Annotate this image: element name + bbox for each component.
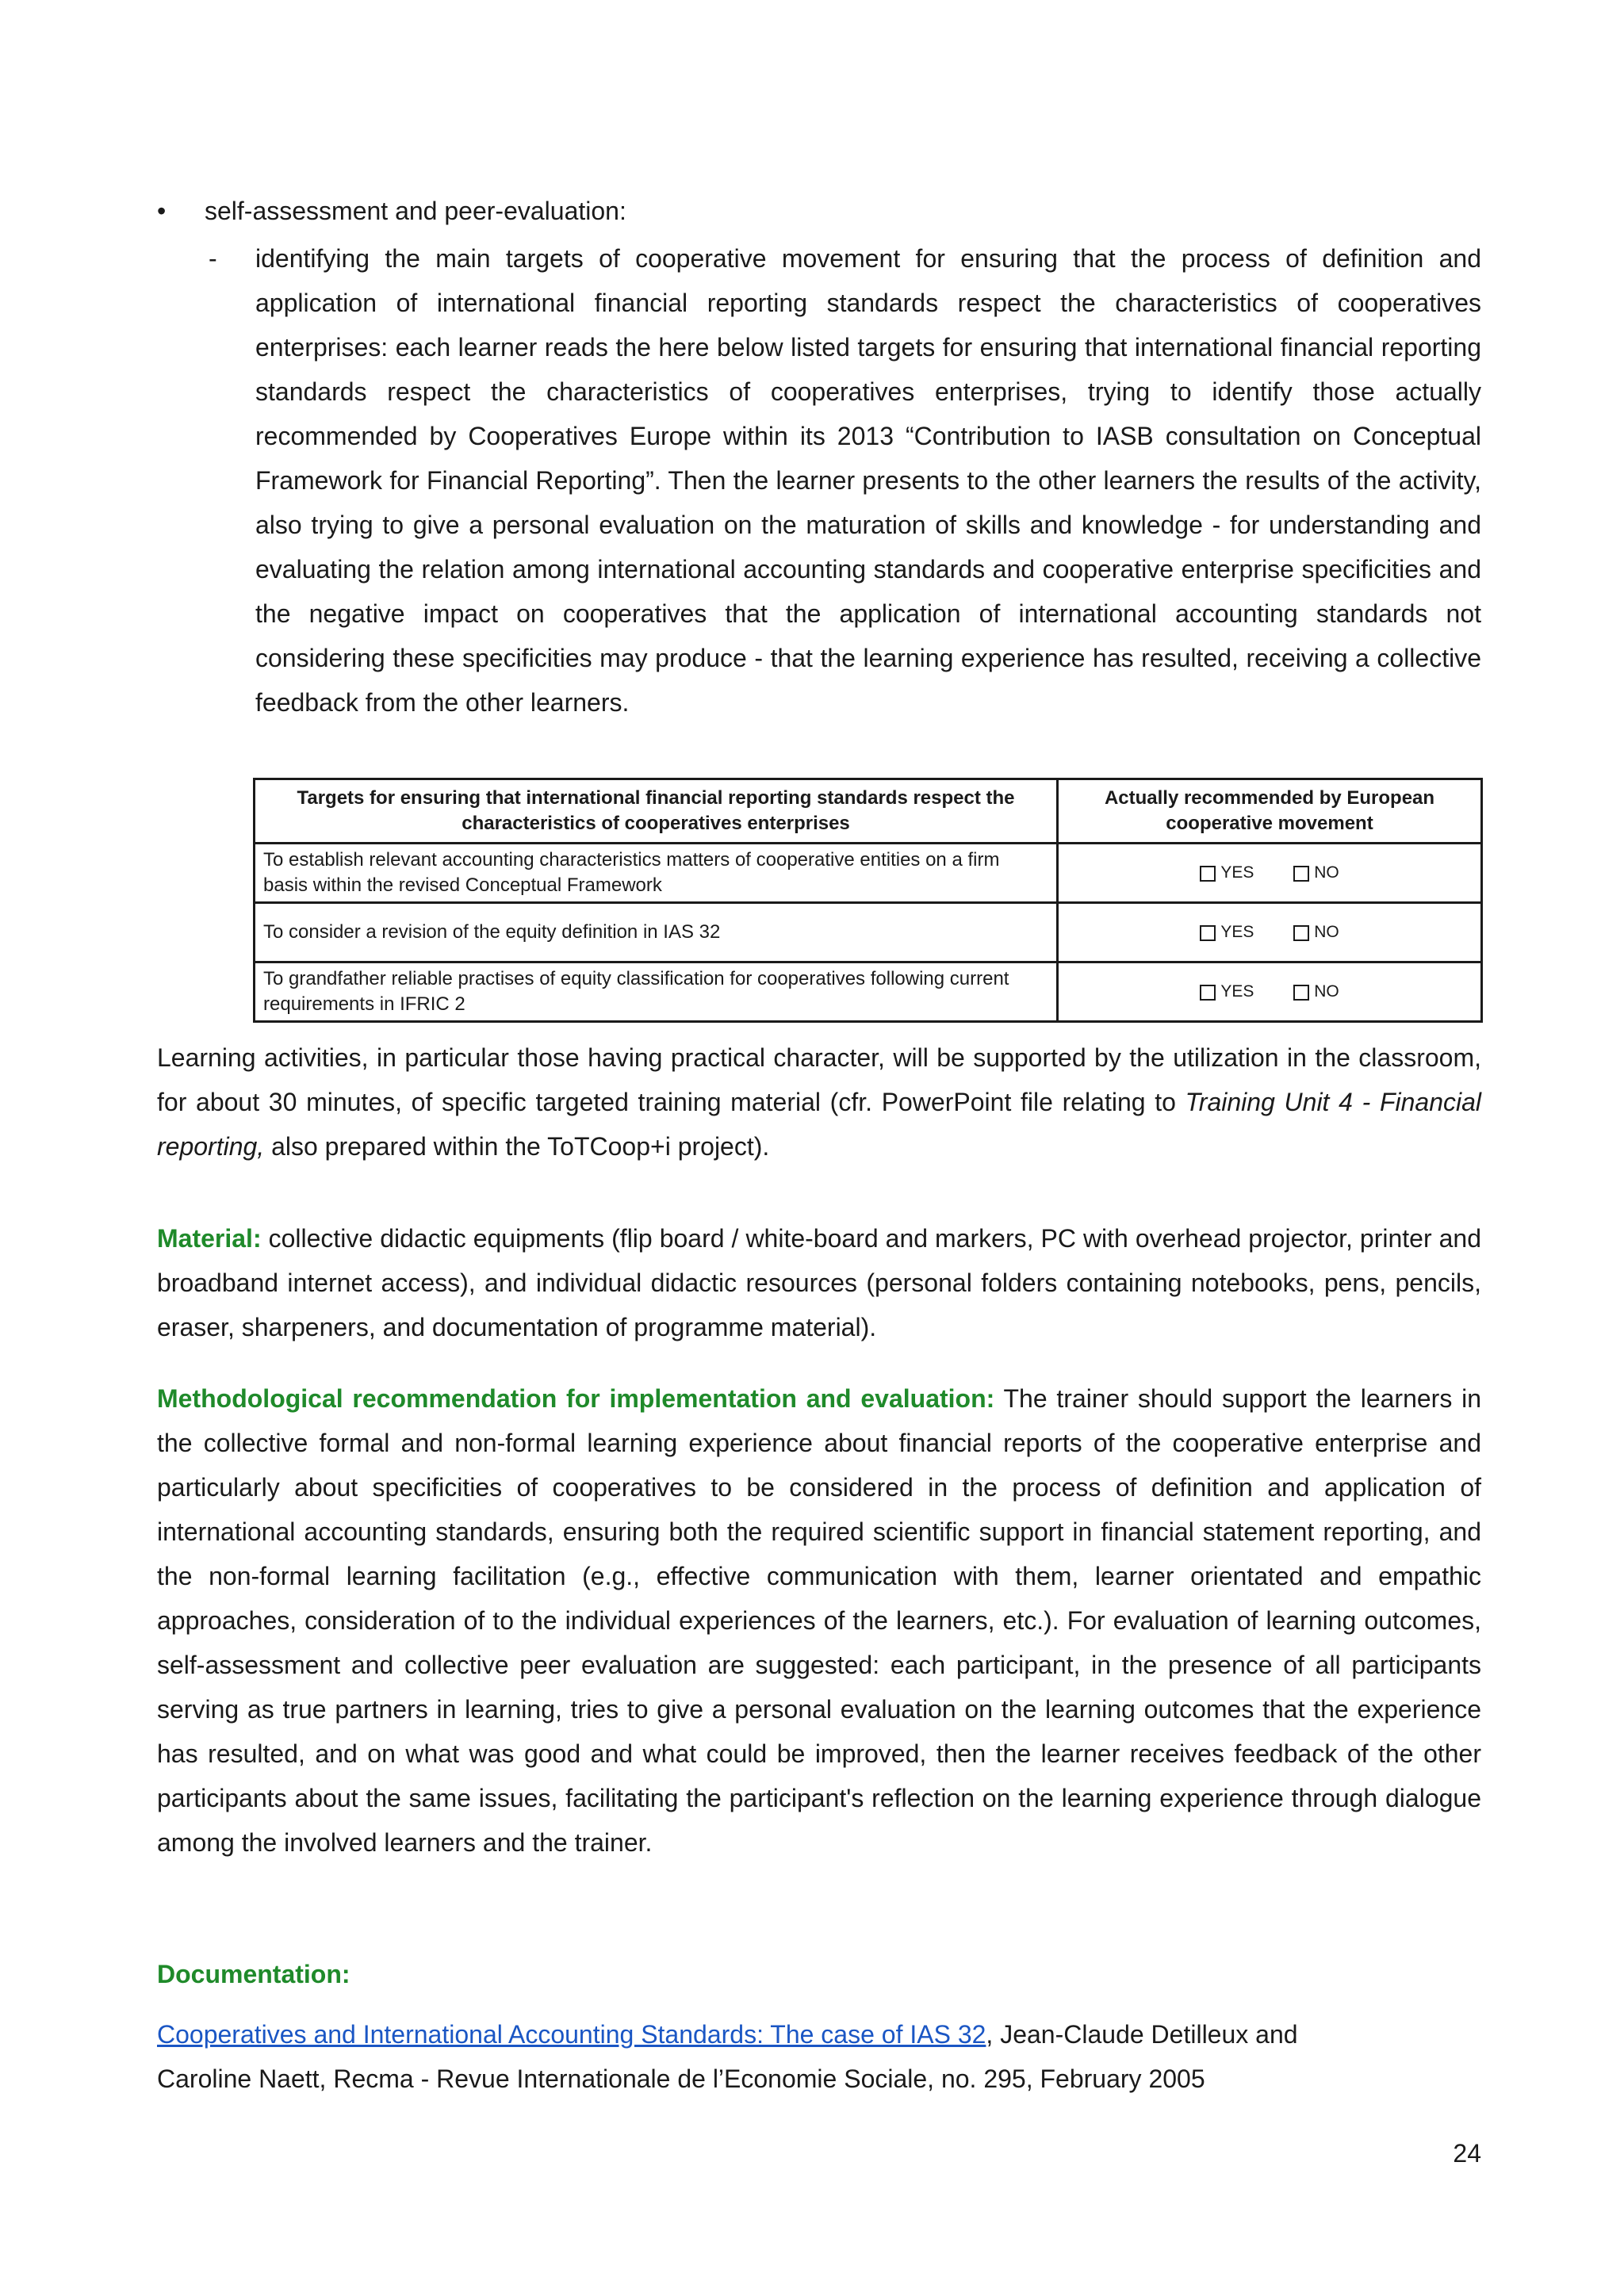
no-checkbox[interactable] <box>1293 866 1309 882</box>
no-label: NO <box>1314 982 1339 1001</box>
no-checkbox[interactable] <box>1293 985 1309 1001</box>
yes-option[interactable] <box>1200 920 1254 945</box>
yes-checkbox[interactable] <box>1200 925 1216 941</box>
options-cell <box>1058 962 1482 1022</box>
target-cell: To establish relevant accounting characteristics matters of cooperative entities on a firm basis within the revised Conceptual Framework <box>255 844 1058 903</box>
activity-description: identifying the main targets of cooperative movement for ensuring that the process of definition and application of international financial reporting standards respect the characteristics of cooperatives enterprises: each learner reads the here below listed targets for ensuring that international financial reporting standards respect the characteristics of cooperatives enterprises, trying to identify those actually recommended by Cooperatives Europe within its 2013 “Contribution to IASB consultation on Conceptual Framework for Financial Reporting”. Then the learner presents to the other learners the results of the activity, also trying to give a personal evaluation on the maturation of skills and knowledge - for understanding and evaluating the relation among international accounting standards and cooperative enterprise specificities and the negative impact on cooperatives that the application of international accounting standards not considering these specificities may produce - that the learning experience has resulted, receiving a collective feedback from the other learners. <box>255 244 1481 717</box>
no-checkbox[interactable] <box>1293 925 1309 941</box>
table-row <box>255 903 1482 962</box>
no-label: NO <box>1314 863 1339 882</box>
methodology-text: The trainer should support the learners in the collective formal and non-formal learning experience about financial reports of the cooperative enterprise and particularly about specificities of cooperatives to be considered in the process of definition and application of international accounting standards, ensuring both the required scientific support in financial statement reporting, and the non-formal learning facilitation (e.g., effective communication with them, learner orientated and empathic approaches, consideration of to the individual experiences of the learners, etc.). For evaluation of learning outcomes, self-assessment and collective peer evaluation are suggested: each participant, in the presence of all participants serving as true partners in learning, tries to give a personal evaluation on the learning outcomes that the experience has resulted, and on what was good and what could be improved, then the learner receives feedback of the other participants about the same issues, facilitating the participant's reflection on the learning experience through dialogue among the involved learners and the trainer. <box>157 1384 1482 1857</box>
options-cell <box>1058 844 1482 903</box>
documentation-label: Documentation: <box>157 1960 350 1988</box>
bullet-title: self-assessment and peer-evaluation: <box>205 197 626 225</box>
targets-column-header: Targets for ensuring that international financial reporting standards respect the characteristics of cooperatives enterprises <box>255 779 1058 844</box>
material-label: Material: <box>157 1224 262 1253</box>
no-option[interactable] <box>1293 860 1339 886</box>
yes-option[interactable] <box>1200 979 1254 1004</box>
learning-text-end: also prepared within the ToTCoop+i project). <box>264 1132 770 1161</box>
documentation-heading <box>157 1952 1481 1996</box>
no-label: NO <box>1314 923 1339 942</box>
yes-checkbox[interactable] <box>1200 866 1216 882</box>
reference-link[interactable]: Cooperatives and International Accounting Standards: The case of IAS 32 <box>157 2020 986 2049</box>
target-cell: To grandfather reliable practises of equity classification for cooperatives following current requirements in IFRIC 2 <box>255 962 1058 1022</box>
yes-label: YES <box>1220 923 1254 942</box>
targets-table <box>253 778 1483 1023</box>
page-number: 24 <box>1453 2139 1481 2168</box>
learning-text-start: Learning activities, in particular those having practical character, will be supported by the utilization in the classroom, for about 30 minutes, of specific targeted training material (cfr. PowerPoint file relating to <box>157 1043 1481 1116</box>
no-option[interactable] <box>1293 979 1339 1004</box>
methodology-label: Methodological recommendation for implementation and evaluation: <box>157 1384 995 1413</box>
recommended-column-header: Actually recommended by European cooperative movement <box>1058 779 1482 844</box>
material-text: collective didactic equipments (flip board / white-board and markers, PC with overhead projector, printer and broadband internet access), and individual didactic resources (personal folders containing notebooks, pens, pencils, eraser, sharpeners, and documentation of programme material). <box>157 1224 1481 1341</box>
material-paragraph <box>157 1216 1481 1349</box>
yes-option[interactable] <box>1200 860 1254 886</box>
methodology-paragraph <box>157 1376 1481 1865</box>
table-header-row <box>255 779 1482 844</box>
documentation-reference <box>157 2012 1394 2101</box>
target-cell: To consider a revision of the equity definition in IAS 32 <box>255 903 1058 962</box>
reference-details: , Jean-Claude Detilleux and Caroline Naett, Recma - Revue Internationale de l’Economie Sociale, no. 295, February 2005 <box>157 2020 1298 2093</box>
table-row <box>255 962 1482 1022</box>
yes-checkbox[interactable] <box>1200 985 1216 1001</box>
table-row <box>255 844 1482 903</box>
yes-label: YES <box>1220 863 1254 882</box>
dash-marker: - <box>209 244 217 273</box>
bullet-marker: • <box>157 197 167 225</box>
options-cell <box>1058 903 1482 962</box>
training-unit-title: Training Unit 4 - Financial reporting, <box>157 1088 1482 1161</box>
no-option[interactable] <box>1293 920 1339 945</box>
yes-label: YES <box>1220 982 1254 1001</box>
learning-activities-paragraph <box>157 1035 1481 1169</box>
